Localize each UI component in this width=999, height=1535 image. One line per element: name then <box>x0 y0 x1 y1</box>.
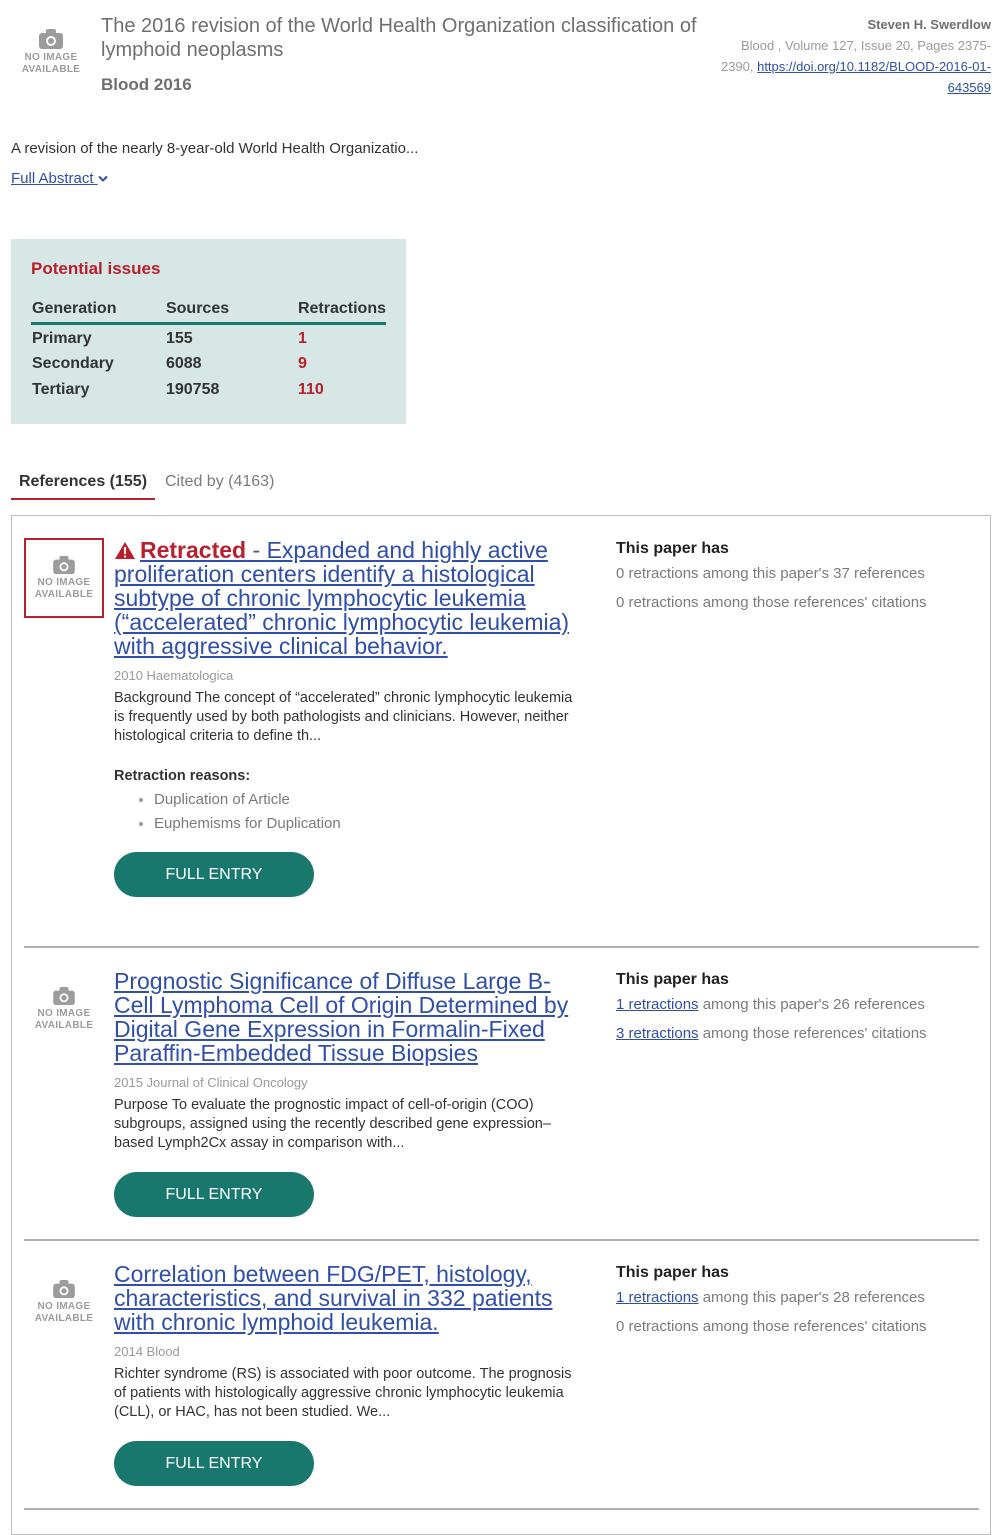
stats-text: among this paper's 37 references <box>698 565 925 582</box>
generation-cell: Tertiary <box>32 381 90 398</box>
no-image-text: AVAILABLE <box>34 1019 94 1031</box>
full-entry-button[interactable]: FULL ENTRY <box>114 852 314 897</box>
sources-cell: 6088 <box>165 355 202 372</box>
stats-references-line <box>616 1289 976 1306</box>
stats-citations-line <box>616 594 976 611</box>
sources-cell: 190758 <box>165 381 220 398</box>
camera-icon <box>53 1280 75 1298</box>
divider <box>24 1508 979 1510</box>
no-image-text: AVAILABLE <box>34 588 94 600</box>
reference-stats <box>616 540 976 611</box>
divider <box>24 1239 979 1241</box>
column-header-generation: Generation <box>31 299 165 323</box>
retractions-count-link[interactable]: 1 retractions <box>616 1289 699 1306</box>
stats-heading: This paper has <box>616 540 729 557</box>
reference-year-journal: 2014 Blood <box>114 1344 180 1359</box>
retractions-count: 0 retractions <box>616 1318 699 1335</box>
retraction-reason: • Euphemisms for Duplication <box>154 812 584 836</box>
retraction-reasons-heading: Retraction reasons: <box>114 768 251 784</box>
stats-citations-line <box>616 1025 976 1042</box>
stats-citations-line <box>616 1318 976 1335</box>
retracted-badge <box>114 537 246 563</box>
stats-text: among those references' citations <box>698 594 927 611</box>
camera-icon <box>39 29 63 49</box>
full-entry-button[interactable]: FULL ENTRY <box>114 1172 314 1217</box>
generation-cell: Primary <box>32 329 92 347</box>
reference-thumbnail <box>24 538 104 618</box>
reference-content <box>114 538 584 897</box>
paper-journal-year: Blood 2016 <box>101 75 192 94</box>
stats-text: among this paper's 28 references <box>698 1289 925 1306</box>
reference-content <box>114 969 584 1217</box>
reference-thumbnail <box>24 1262 104 1342</box>
reference-title-block <box>114 538 584 658</box>
no-image-text: AVAILABLE <box>34 1312 94 1324</box>
table-row <box>31 349 386 375</box>
camera-icon <box>53 556 75 574</box>
retractions-count: 0 retractions <box>616 594 699 611</box>
divider <box>24 946 979 948</box>
no-image-text: NO IMAGE <box>24 51 78 63</box>
reference-stats <box>616 971 976 1042</box>
stats-references-line <box>616 996 976 1013</box>
reference-abstract: Background The concept of “accelerated” chronic lymphocytic leukemia is frequently used by both pathologists and clinicians. However, neither histological criteria to define th... <box>114 690 573 744</box>
reference-title-link[interactable]: Correlation between FDG/PET, histology, characteristics, and survival in 332 patients with chronic lymphoid leukemia. <box>114 1261 553 1335</box>
retractions-cell: 1 <box>297 329 307 347</box>
reference-title-link[interactable]: Prognostic Significance of Diffuse Large B-Cell Lymphoma Cell of Origin Determined by Digital Gene Expression in Formalin-Fixed Paraffin-Embedded Tissue Biopsies <box>114 968 569 1066</box>
camera-icon <box>53 987 75 1005</box>
warning-icon <box>114 541 136 560</box>
column-header-sources: Sources <box>165 299 297 323</box>
potential-issues-panel <box>11 239 406 424</box>
potential-issues-title: Potential issues <box>31 259 161 278</box>
references-list <box>11 515 991 1535</box>
full-abstract-toggle[interactable] <box>11 170 108 187</box>
page-title: The 2016 revision of the World Health Organization classification of lymphoid neoplasms <box>101 15 697 61</box>
reference-thumbnail <box>24 969 104 1049</box>
retraction-reason: • Duplication of Article <box>154 788 584 812</box>
paper-thumbnail <box>14 24 88 80</box>
reference-content <box>114 1262 584 1486</box>
title-separator: - <box>246 537 267 563</box>
generation-cell: Secondary <box>32 355 114 372</box>
table-row <box>31 375 386 401</box>
sources-cell: 155 <box>165 329 193 347</box>
chevron-down-icon <box>98 175 108 183</box>
tab-cited-by[interactable]: Cited by (4163) <box>165 473 275 490</box>
paper-meta <box>711 14 991 98</box>
retractions-cell: 110 <box>297 381 324 398</box>
reference-abstract: Richter syndrome (RS) is associated with poor outcome. The prognosis of patients with histologically aggressive chronic lymphocytic leukemia (CLL), or HAC, has not been studied. We... <box>114 1366 572 1420</box>
reference-stats <box>616 1264 976 1335</box>
full-entry-button[interactable]: FULL ENTRY <box>114 1441 314 1486</box>
stats-references-line <box>616 565 976 582</box>
stats-text: among this paper's 26 references <box>698 996 925 1013</box>
paper-abstract: A revision of the nearly 8-year-old World Health Organizatio... <box>11 140 419 157</box>
issues-table <box>31 299 386 401</box>
retractions-count-link[interactable]: 3 retractions <box>616 1025 699 1042</box>
reference-title-link[interactable]: Expanded and highly active proliferation centers identify a histological subtype of chronic lymphocytic leukemia (“accelerated” chronic lymphocytic leukemia) with aggressive clinical behavior. <box>114 537 570 659</box>
reference-abstract: Purpose To evaluate the prognostic impact of cell-of-origin (COO) subgroups, assigned using the recently described gene expression–based Lymph2Cx assay in comparison with... <box>114 1097 551 1151</box>
stats-text: among those references' citations <box>698 1025 927 1042</box>
reference-year-journal: 2010 Haematologica <box>114 668 234 683</box>
table-row <box>31 323 386 349</box>
tab-references[interactable]: References (155) <box>11 473 155 500</box>
paper-author: Steven H. Swerdlow <box>867 17 991 32</box>
no-image-text: NO IMAGE <box>37 1300 91 1312</box>
stats-text: among those references' citations <box>698 1318 927 1335</box>
stats-heading: This paper has <box>616 1264 729 1281</box>
full-abstract-label: Full Abstract <box>11 170 94 187</box>
paper-citation: Blood , Volume 127, Issue 20, Pages 2375-2390, <box>720 38 991 74</box>
stats-heading: This paper has <box>616 971 729 988</box>
retraction-reasons-list <box>114 788 584 836</box>
column-header-retractions: Retractions <box>297 299 386 323</box>
no-image-text: NO IMAGE <box>37 576 91 588</box>
no-image-text: AVAILABLE <box>21 63 81 75</box>
reference-year-journal: 2015 Journal of Clinical Oncology <box>114 1075 308 1090</box>
retractions-count: 0 retractions <box>616 565 699 582</box>
doi-link[interactable]: https://doi.org/10.1182/BLOOD-2016-01-643569 <box>757 59 991 95</box>
retractions-count-link[interactable]: 1 retractions <box>616 996 699 1013</box>
no-image-text: NO IMAGE <box>37 1007 91 1019</box>
retracted-label: Retracted <box>140 537 247 563</box>
retractions-cell: 9 <box>297 355 307 372</box>
